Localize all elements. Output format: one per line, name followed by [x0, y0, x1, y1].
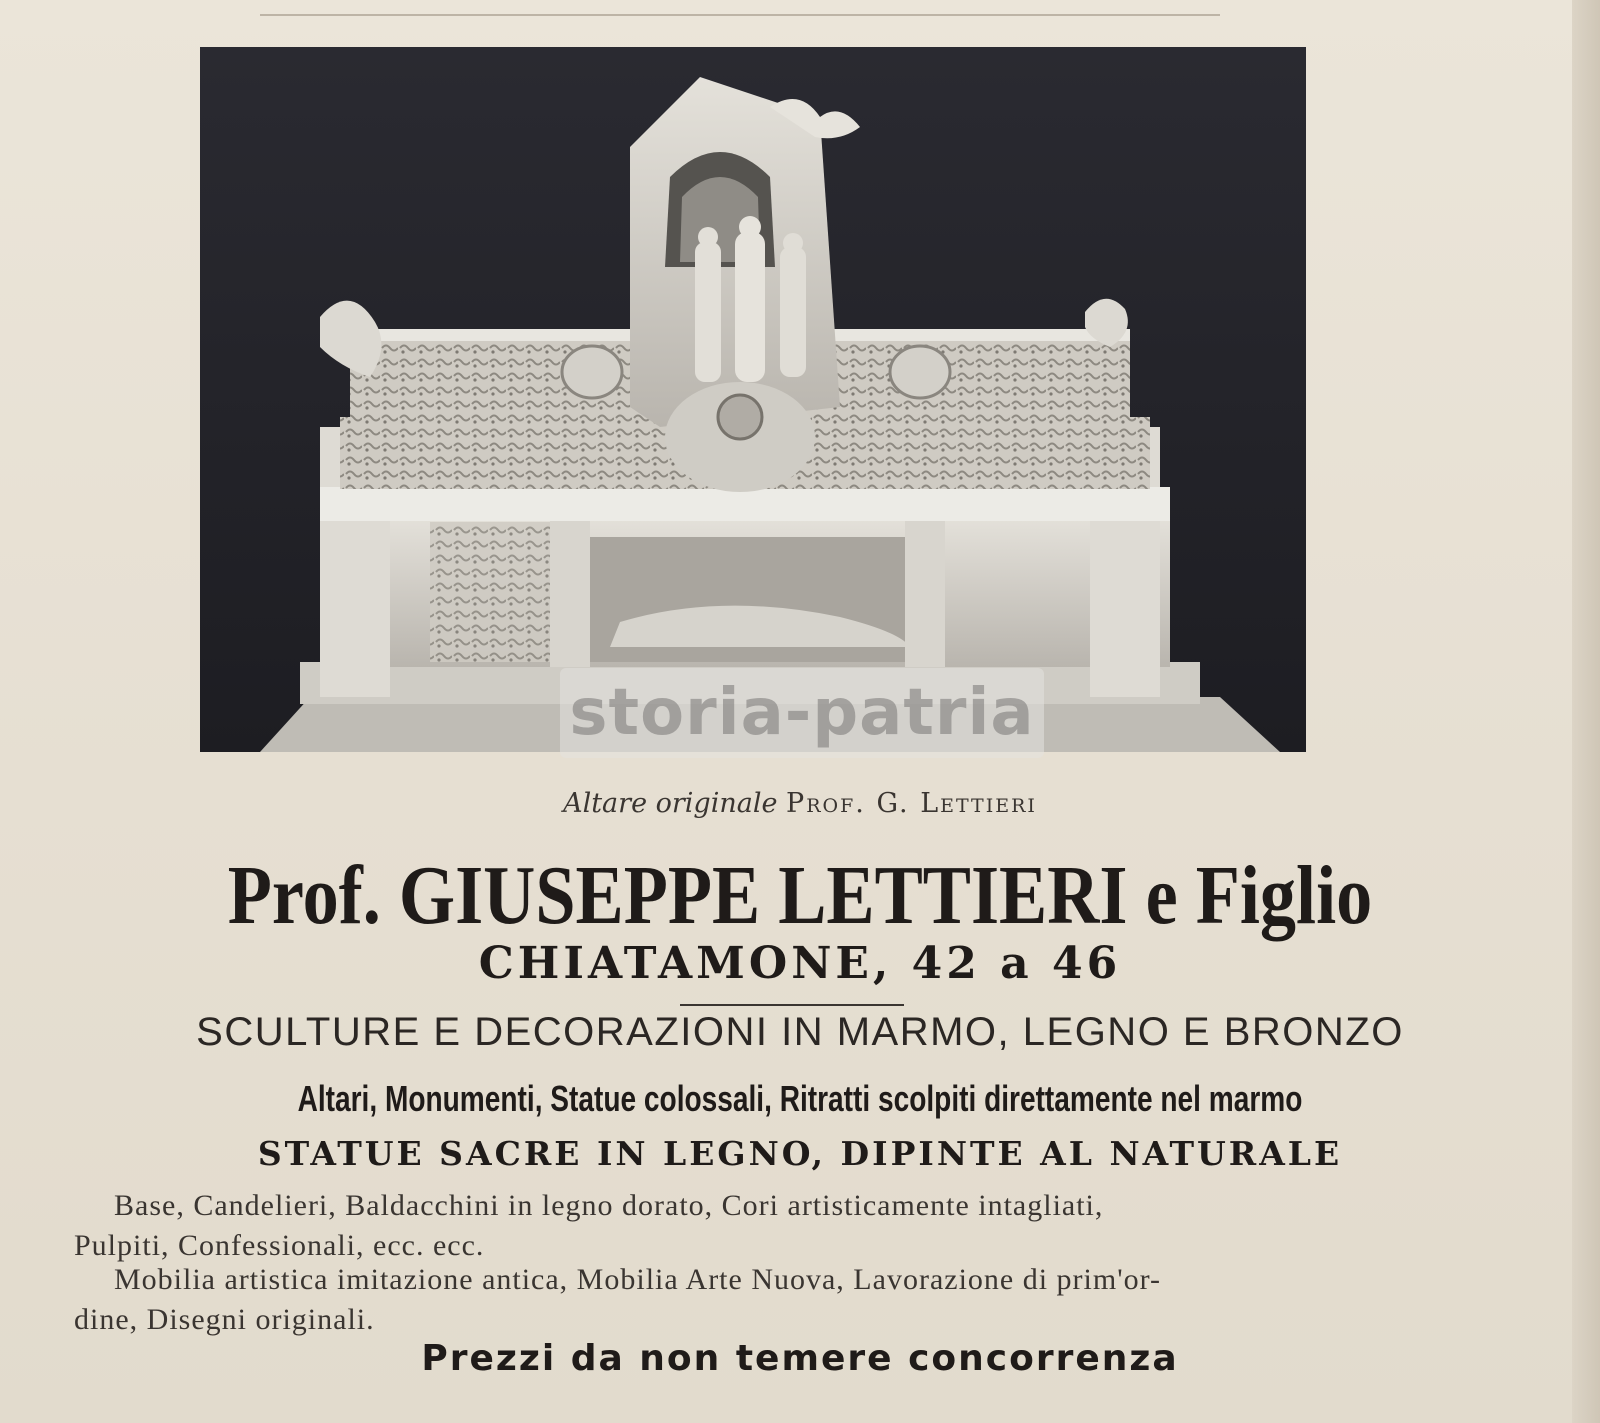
furniture-line-2: dine, Disegni originali. — [74, 1303, 375, 1336]
services-heading: SCULTURE E DECORAZIONI IN MARMO, LEGNO E BRONZO — [196, 1010, 1404, 1054]
company-title: Prof. GIUSEPPE LETTIERI e Figlio — [227, 849, 1373, 942]
furnishings-line-1: Base, Candelieri, Baldacchini in legno dorato, Cori artisticamente intagliati, — [114, 1189, 1104, 1222]
furnishings-paragraph — [74, 1186, 1454, 1266]
caption-author: Prof. G. Lettieri — [786, 788, 1037, 819]
watermark: storia-patria — [560, 668, 1044, 758]
divider — [680, 1004, 904, 1006]
caption-italic: Altare originale — [563, 788, 778, 819]
altar-photograph — [200, 47, 1306, 752]
services-list: Altari, Monumenti, Statue colossali, Ritratti scolpiti direttamente nel marmo — [297, 1078, 1303, 1119]
furniture-line-1: Mobilia artistica imitazione antica, Mobilia Arte Nuova, Lavorazione di prim'or- — [114, 1263, 1162, 1296]
altar-illustration — [200, 47, 1306, 752]
top-rule — [260, 14, 1220, 16]
page-edge — [1572, 0, 1600, 1423]
company-address: CHIATAMONE, 42 a 46 — [478, 938, 1122, 989]
statues-line: STATUE SACRE IN LEGNO, DIPINTE AL NATURALE — [257, 1134, 1343, 1173]
closing-slogan: Prezzi da non temere concorrenza — [421, 1338, 1179, 1379]
furnishings-line-2: Pulpiti, Confessionali, ecc. ecc. — [74, 1229, 485, 1262]
photo-caption — [0, 788, 1600, 819]
furniture-paragraph — [74, 1260, 1454, 1340]
